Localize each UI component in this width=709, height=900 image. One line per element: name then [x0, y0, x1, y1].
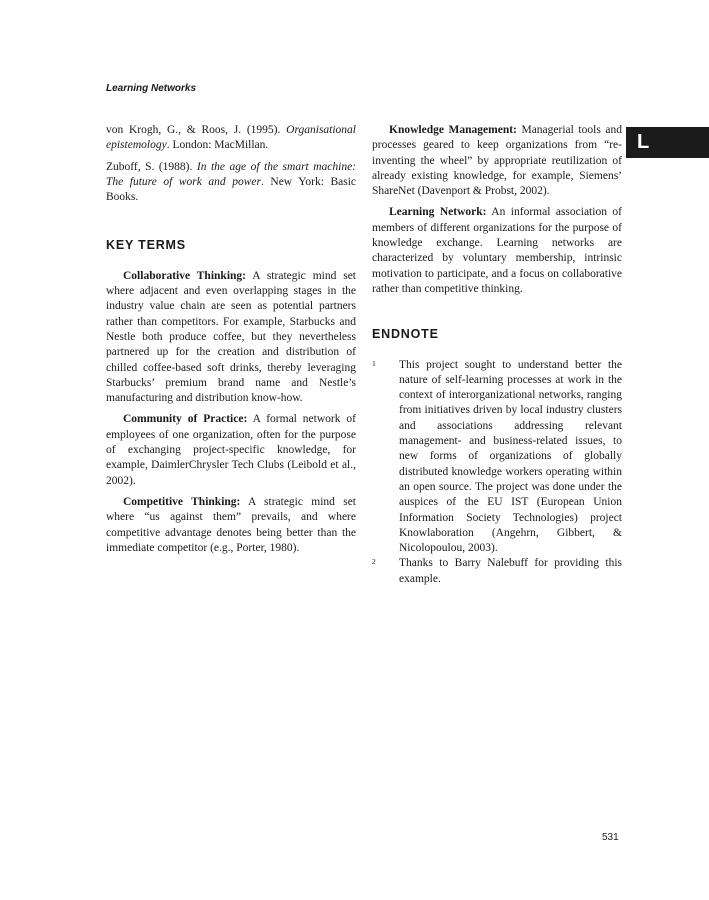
key-term-entry — [372, 123, 622, 199]
key-term-definition: Managerial tools and processes geared to keep organizations from “re-inventing the wheel” by appropriate reutilization of already existing knowledge, for example, Siemens’ ShareNet (Davenport & Probst, 2002). — [372, 124, 622, 198]
key-term-name: Learning Network: — [389, 206, 487, 219]
reference-author: von Krogh, G., & Roos, J. (1995). — [106, 124, 287, 136]
reference-title: Organisational epistemology — [106, 124, 356, 152]
key-term-definition: A formal network of employees of one organization, often for the purpose of exchanging project-specific knowledge, for example, DaimlerChrysler Tech Clubs (Leibold et al., 2002). — [106, 413, 357, 487]
reference-item — [106, 160, 356, 206]
right-column — [372, 123, 622, 587]
key-term-definition: A strategic mind set where adjacent and even overlapping stages in the industry value chain are seen as potential partners rather than competitors. For example, Starbucks and Nestle both produce coffee, but they nevertheless partnered up for the creation and distribution of chilled coffee-based soft drinks, thereby leveraging Starbucks’ premium brand name and Nestle’s manufacturing and distribution know-how. — [106, 269, 357, 405]
key-terms-heading: KEY TERMS — [106, 238, 186, 253]
key-term-name: Collaborative Thinking: — [123, 269, 246, 282]
endnote-number: 1 — [372, 358, 376, 368]
endnote-item — [372, 556, 622, 587]
endnote-number: 2 — [372, 557, 376, 567]
page-number: 531 — [602, 832, 619, 843]
endnote-text: Thanks to Barry Nalebuff for providing this example. — [399, 557, 622, 585]
key-term-definition: A strategic mind set where “us against them” prevails, and where competitive advantage denotes being better than the immediate competitor (e.g., Porter, 1980). — [106, 495, 357, 554]
endnote-item — [372, 358, 622, 557]
running-head: Learning Networks — [106, 83, 197, 94]
reference-publisher: . New York: Basic Books. — [106, 175, 356, 204]
key-term-entry — [106, 495, 356, 556]
key-term-entry — [372, 205, 622, 297]
section-tab: L — [626, 127, 709, 158]
reference-item — [106, 123, 356, 154]
key-term-definition: An informal association of members of different organizations for the purpose of knowledge exchange. Learning networks are characterized by voluntary membership, intrinsic motivation to participate, and a focus on collaborative rather than competitive thinking. — [372, 206, 622, 295]
key-term-entry — [106, 412, 356, 488]
key-term-name: Competitive Thinking: — [123, 495, 241, 508]
endnote-text: This project sought to understand better the nature of self-learning processes at work in the context of interorganizational networks, ranging from initiatives driven by local industry clusters and associations addressing relevant management- and business-related issues, to new forms of organizations of globally distributed knowledge workers operating within an open source. The project was done under the auspices of the EU IST (European Union Information Society Technologies) project Knowlaboration (Angehrn, Gibbert, & Nicolopoulou, 2003). — [399, 358, 622, 555]
reference-publisher: . London: MacMillan. — [166, 139, 269, 152]
key-term-name: Knowledge Management: — [389, 124, 517, 136]
reference-author: Zuboff, S. (1988). — [106, 160, 197, 173]
key-term-entry — [106, 269, 356, 407]
reference-title: In the age of the smart machine: The future of work and power — [106, 160, 357, 188]
endnote-heading: ENDNOTE — [372, 327, 439, 342]
left-column — [106, 123, 356, 562]
key-term-name: Community of Practice: — [123, 413, 248, 426]
